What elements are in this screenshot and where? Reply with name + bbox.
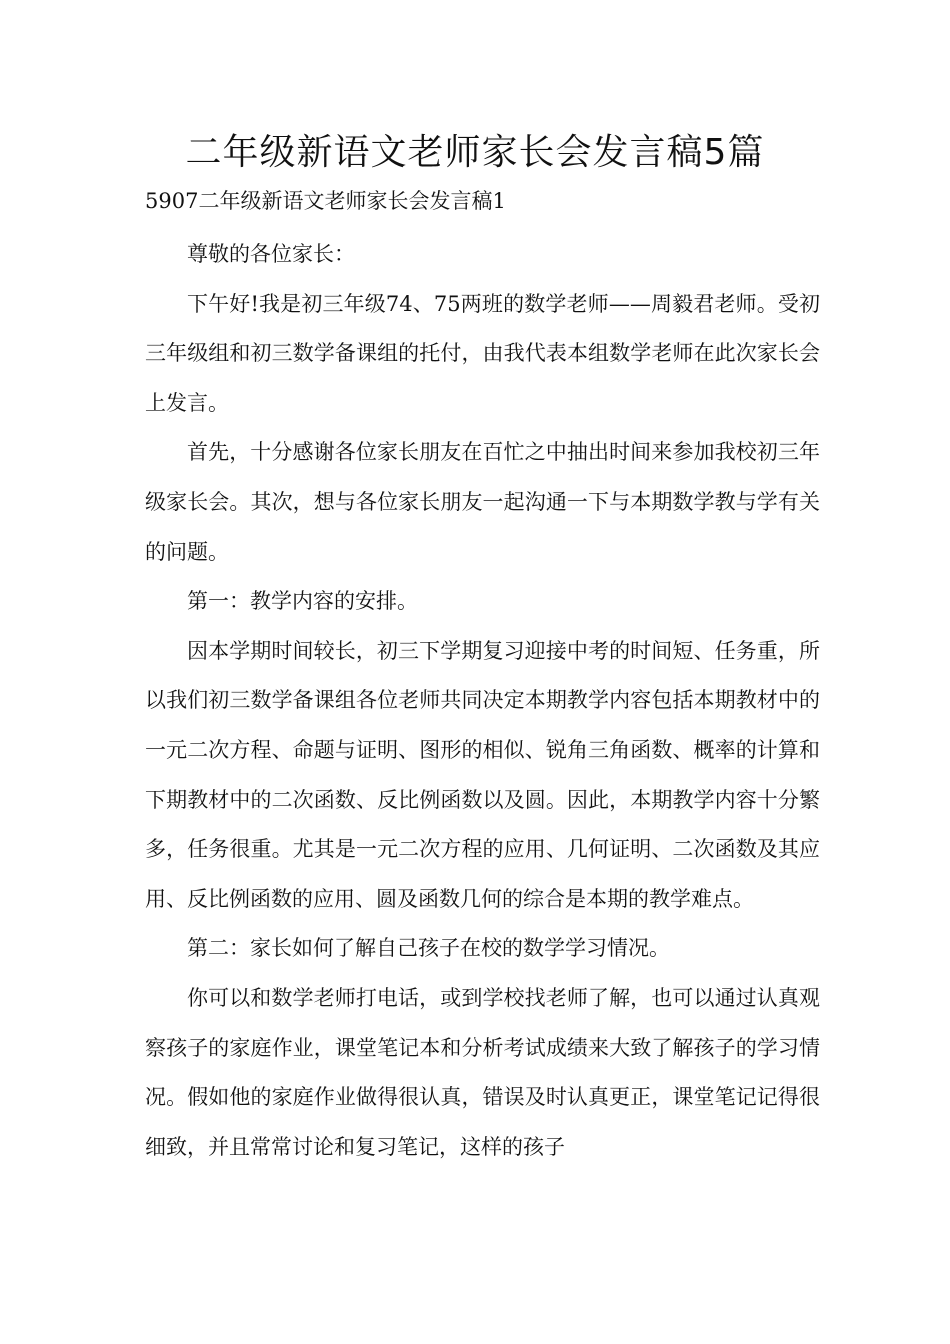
paragraph-introduction: 下午好!我是初三年级74、75两班的数学老师——周毅君老师。受初三年级组和初三数学备课组的托付，由我代表本组数学老师在此次家长会上发言。	[145, 291, 820, 415]
document-body	[145, 230, 820, 1172]
paragraph-teaching-content: 因本学期时间较长，初三下学期复习迎接中考的时间短、任务重，所以我们初三数学备课组各位老师共同决定本期教学内容包括本期教材中的一元二次方程、命题与证明、图形的相似、锐角三角函数、概率的计算和下期教材中的二次函数、反比例函数以及圆。因此，本期教学内容十分繁多，任务很重。尤其是一元二次方程的应用、几何证明、二次函数及其应用、反比例函数的应用、圆及函数几何的综合是本期的教学难点。	[145, 638, 820, 911]
section-heading-parent-understanding: 第二：家长如何了解自己孩子在校的数学学习情况。	[187, 936, 670, 961]
document-subtitle: 5907二年级新语文老师家长会发言稿1	[145, 189, 506, 213]
paragraph-thanks: 首先，十分感谢各位家长朋友在百忙之中抽出时间来参加我校初三年级家长会。其次，想与各位家长朋友一起沟通一下与本期数学教与学有关的问题。	[145, 440, 820, 564]
paragraph-parent-understanding: 你可以和数学老师打电话，或到学校找老师了解，也可以通过认真观察孩子的家庭作业，课堂笔记本和分析考试成绩来大致了解孩子的学习情况。假如他的家庭作业做得很认真，错误及时认真更正，课堂笔记记得很细致，并且常常讨论和复习笔记，这样的孩子	[145, 985, 820, 1159]
paragraph-greeting: 尊敬的各位家长：	[187, 242, 355, 266]
document-title: 二年级新语文老师家长会发言稿5篇	[185, 132, 765, 173]
section-heading-teaching-content: 第一：教学内容的安排。	[187, 589, 418, 614]
